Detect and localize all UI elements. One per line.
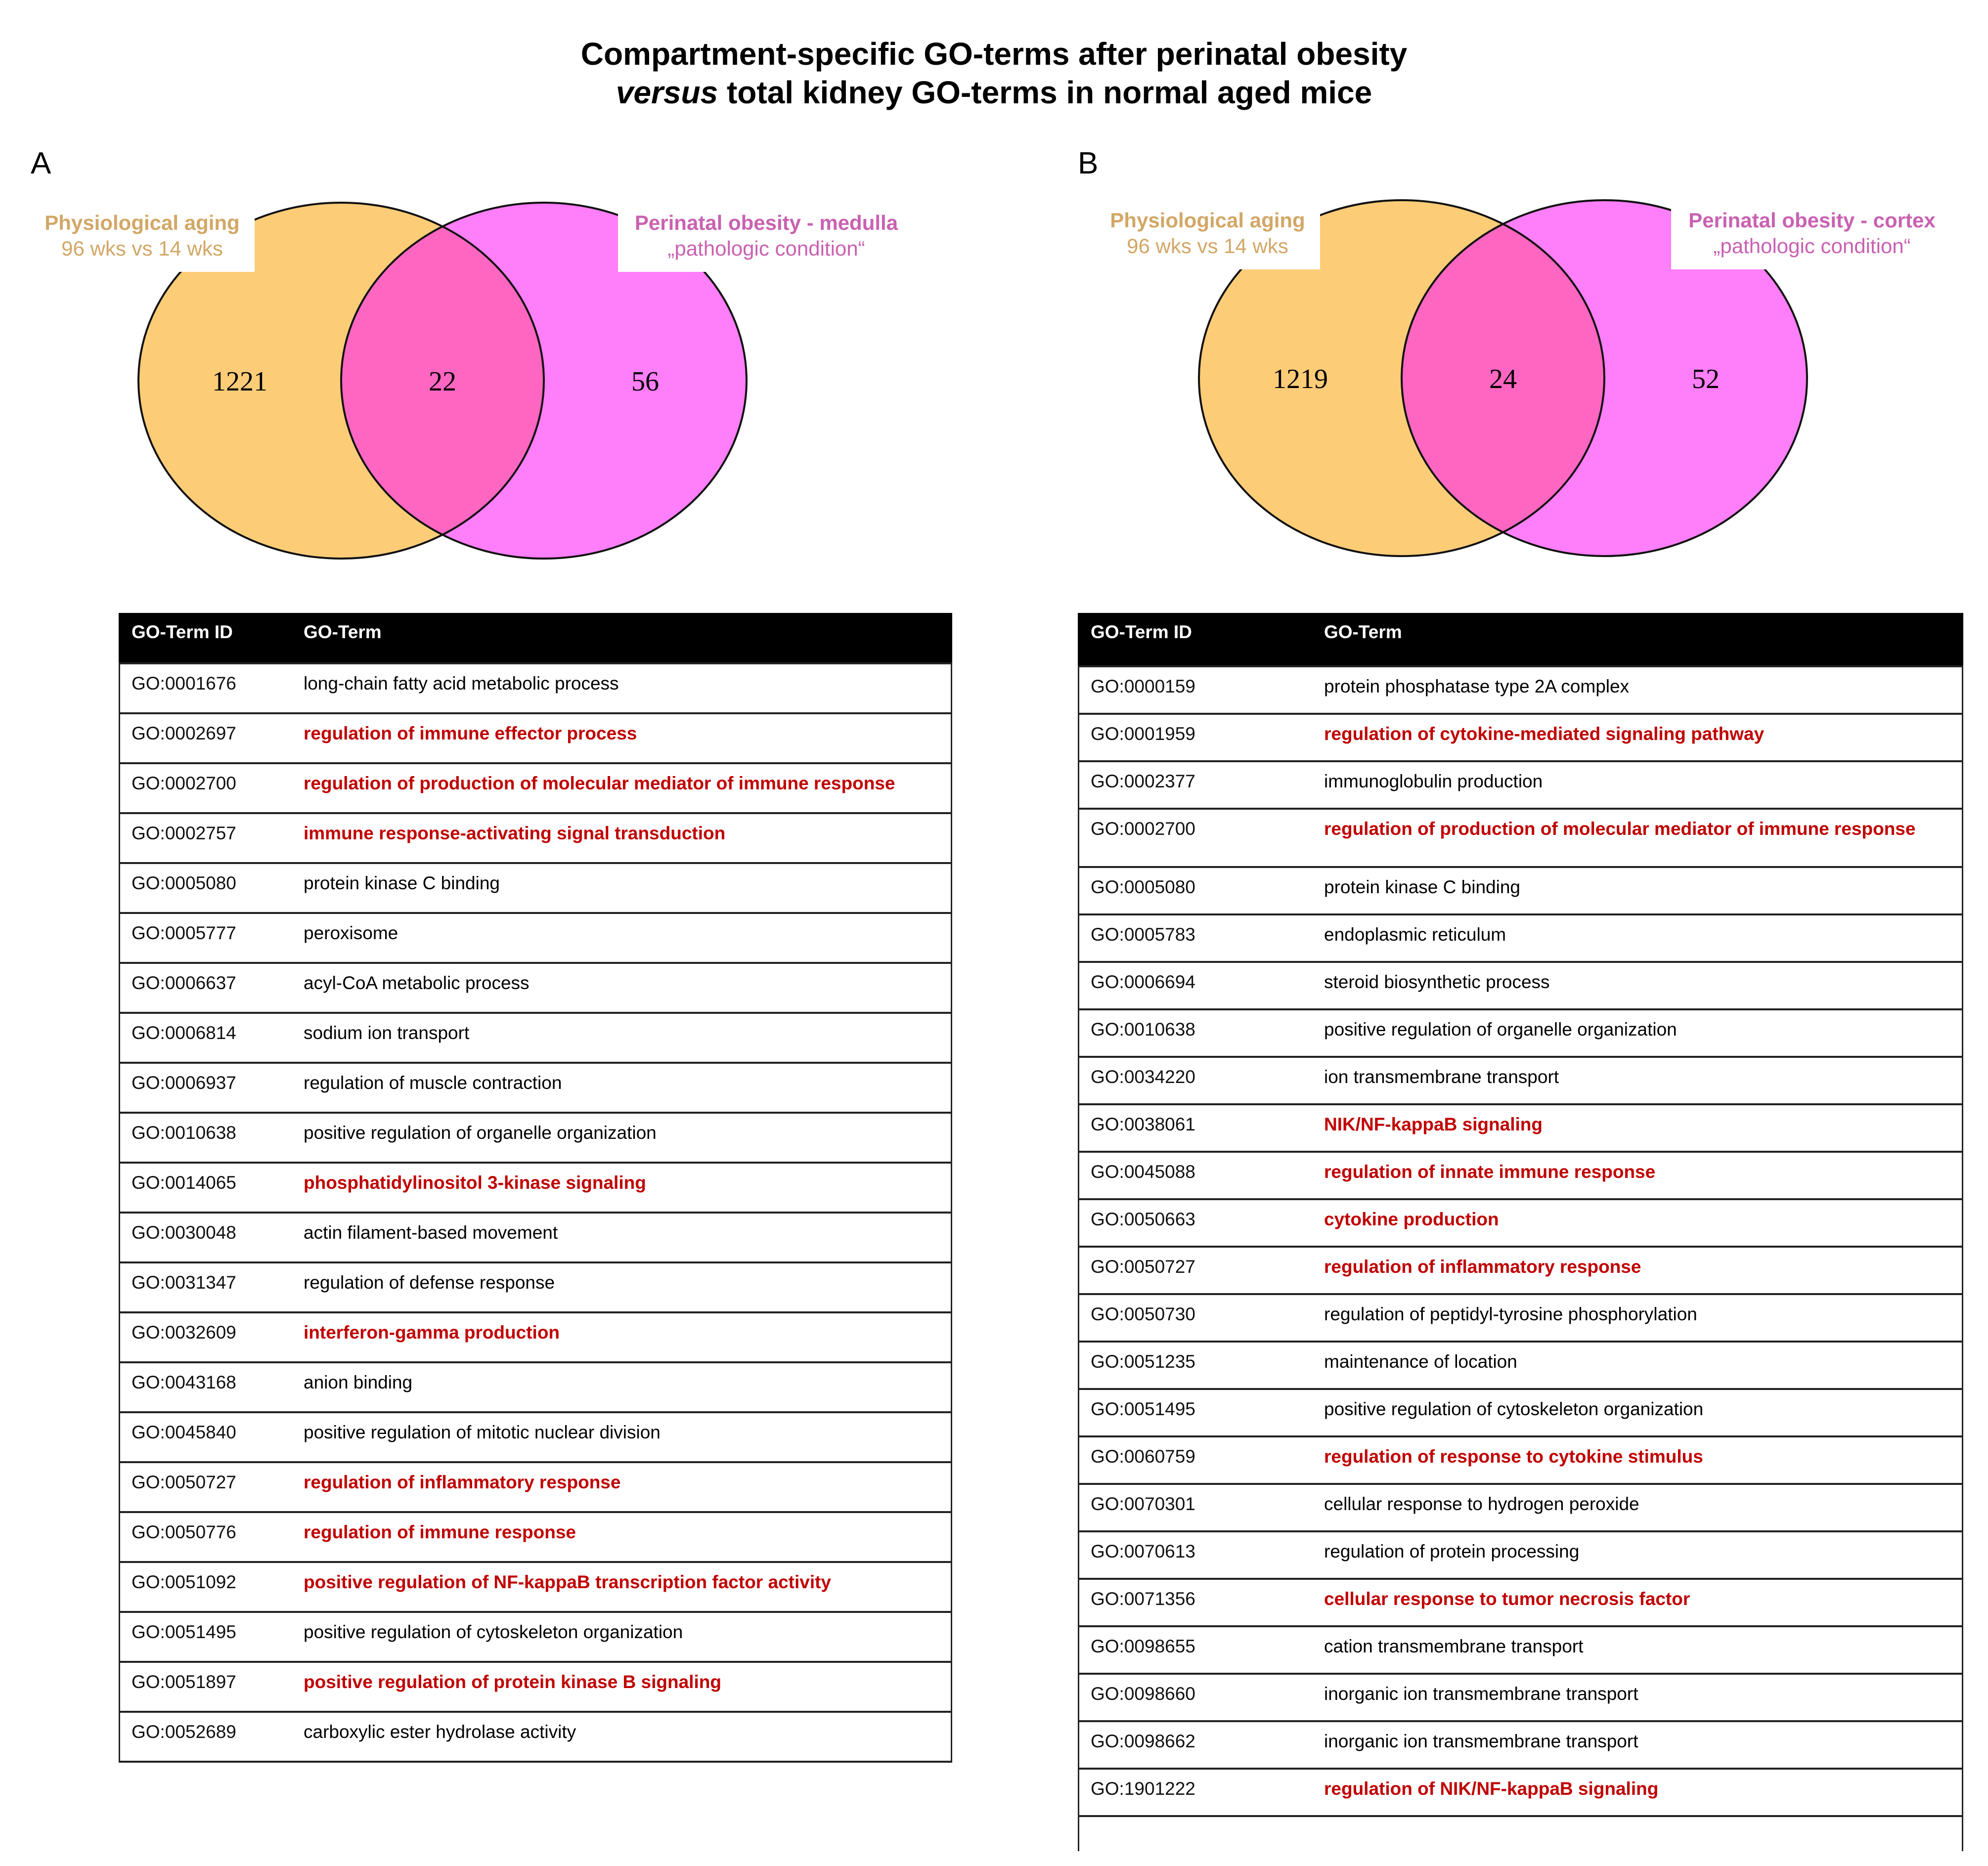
go-term: inorganic ion transmembrane transport bbox=[1311, 1721, 1963, 1769]
table-a-header bbox=[119, 613, 952, 663]
go-term: sodium ion transport bbox=[291, 1013, 952, 1063]
title-line-2-rest: total kidney GO-terms in normal aged mice bbox=[718, 75, 1372, 110]
go-term-highlighted: regulation of cytokine-mediated signaling pathway bbox=[1311, 714, 1963, 761]
go-term: peroxisome bbox=[291, 913, 952, 963]
venn-a-aging-count: 1221 bbox=[212, 366, 267, 397]
venn-b-obesity-label-title: Perinatal obesity - cortex bbox=[1688, 209, 1936, 232]
go-term-id: GO:0045088 bbox=[1078, 1152, 1311, 1199]
table-row bbox=[119, 1612, 952, 1662]
venn-a-obesity-label-sub: „pathologic condition“ bbox=[667, 237, 865, 260]
table-row bbox=[119, 1312, 952, 1362]
table-row bbox=[1078, 1721, 1963, 1769]
go-term-highlighted: regulation of immune response bbox=[291, 1512, 952, 1562]
go-term-id: GO:0071356 bbox=[1078, 1579, 1311, 1626]
table-row bbox=[1078, 1674, 1963, 1721]
table-row bbox=[119, 1013, 952, 1063]
table-row bbox=[119, 1462, 952, 1512]
go-term: protein kinase C binding bbox=[291, 863, 952, 913]
table-row bbox=[119, 1362, 952, 1412]
go-term-id: GO:0051092 bbox=[119, 1562, 291, 1612]
table-row bbox=[119, 913, 952, 963]
table-a-col-id: GO-Term ID bbox=[119, 613, 291, 663]
go-term-highlighted: cytokine production bbox=[1311, 1199, 1963, 1247]
go-term-id: GO:0051897 bbox=[119, 1662, 291, 1712]
table-row bbox=[1078, 962, 1963, 1009]
go-term-id: GO:0050663 bbox=[1078, 1199, 1311, 1247]
table-row bbox=[119, 713, 952, 763]
table-row bbox=[119, 1213, 952, 1262]
table-row bbox=[1078, 809, 1963, 867]
table-row bbox=[119, 963, 952, 1013]
go-term-id: GO:0006937 bbox=[119, 1063, 291, 1113]
go-term-highlighted: regulation of inflammatory response bbox=[1311, 1247, 1963, 1294]
go-term-id: GO:0010638 bbox=[119, 1113, 291, 1163]
venn-b-aging-label bbox=[1095, 208, 1320, 269]
venn-b-obesity-label-sub: „pathologic condition“ bbox=[1713, 234, 1911, 258]
venn-a-aging-label-sub: 96 wks vs 14 wks bbox=[61, 237, 223, 260]
table-row bbox=[1078, 1769, 1963, 1816]
go-term-id: GO:0005080 bbox=[1078, 867, 1311, 914]
go-term: cation transmembrane transport bbox=[1311, 1626, 1963, 1674]
table-row bbox=[1078, 1247, 1963, 1294]
venn-b-obesity-count: 52 bbox=[1692, 364, 1720, 394]
table-row bbox=[119, 1262, 952, 1312]
venn-b-obesity-label bbox=[1671, 208, 1953, 269]
go-term: immunoglobulin production bbox=[1311, 761, 1963, 809]
go-term-id: GO:0045840 bbox=[119, 1412, 291, 1462]
go-term-highlighted: regulation of response to cytokine stimulus bbox=[1311, 1436, 1963, 1484]
go-term-highlighted: positive regulation of protein kinase B signaling bbox=[291, 1662, 952, 1712]
go-term-id: GO:0051495 bbox=[1078, 1389, 1311, 1436]
table-row bbox=[1078, 914, 1963, 962]
go-term: protein phosphatase type 2A complex bbox=[1311, 666, 1963, 714]
go-term: anion binding bbox=[291, 1362, 952, 1412]
table-b-body bbox=[1078, 666, 1963, 1816]
go-term-id: GO:0060759 bbox=[1078, 1436, 1311, 1484]
go-term: endoplasmic reticulum bbox=[1311, 914, 1963, 962]
table-row bbox=[119, 813, 952, 863]
table-row bbox=[1078, 761, 1963, 809]
table-row bbox=[119, 763, 952, 813]
go-term-id: GO:0010638 bbox=[1078, 1009, 1311, 1057]
go-term: positive regulation of organelle organization bbox=[291, 1113, 952, 1163]
go-term-id: GO:0005777 bbox=[119, 913, 291, 963]
title-line-1: Compartment-specific GO-terms after perinatal obesity bbox=[580, 36, 1408, 72]
go-term-id: GO:0050727 bbox=[119, 1462, 291, 1512]
go-term: protein kinase C binding bbox=[1311, 867, 1963, 914]
go-term-highlighted: NIK/NF-kappaB signaling bbox=[1311, 1104, 1963, 1152]
venn-b-aging-count: 1219 bbox=[1273, 364, 1328, 394]
table-row bbox=[1078, 1484, 1963, 1531]
go-term-id: GO:0002377 bbox=[1078, 761, 1311, 809]
venn-b-aging-label-sub: 96 wks vs 14 wks bbox=[1127, 234, 1288, 258]
go-term: maintenance of location bbox=[1311, 1342, 1963, 1389]
table-row bbox=[1078, 1009, 1963, 1057]
go-term-highlighted: regulation of immune effector process bbox=[291, 713, 952, 763]
table-row bbox=[1078, 1104, 1963, 1152]
go-term: inorganic ion transmembrane transport bbox=[1311, 1674, 1963, 1721]
go-term: regulation of muscle contraction bbox=[291, 1063, 952, 1113]
go-term-id: GO:0031347 bbox=[119, 1262, 291, 1312]
go-term: positive regulation of cytoskeleton organization bbox=[1311, 1389, 1963, 1436]
go-table-a bbox=[119, 613, 952, 1763]
go-term-id: GO:0014065 bbox=[119, 1163, 291, 1213]
table-row bbox=[1078, 867, 1963, 914]
go-term-id: GO:0002700 bbox=[1078, 809, 1311, 867]
go-term: regulation of peptidyl-tyrosine phosphorylation bbox=[1311, 1294, 1963, 1342]
panel-letter-a: A bbox=[31, 146, 51, 180]
go-term-id: GO:0005080 bbox=[119, 863, 291, 913]
go-term: carboxylic ester hydrolase activity bbox=[291, 1712, 952, 1762]
go-term-id: GO:0030048 bbox=[119, 1213, 291, 1262]
go-term-id: GO:0001959 bbox=[1078, 714, 1311, 761]
go-term: positive regulation of mitotic nuclear division bbox=[291, 1412, 952, 1462]
table-row bbox=[1078, 1579, 1963, 1626]
table-row bbox=[119, 1712, 952, 1762]
venn-a-obesity-count: 56 bbox=[631, 366, 659, 397]
table-row bbox=[1078, 666, 1963, 714]
go-table-b bbox=[1078, 613, 1963, 1817]
go-term-id: GO:0098660 bbox=[1078, 1674, 1311, 1721]
venn-a-aging-label-title: Physiological aging bbox=[44, 211, 240, 234]
go-term-id: GO:0006637 bbox=[119, 963, 291, 1013]
go-term-id: GO:0038061 bbox=[1078, 1104, 1311, 1152]
table-row bbox=[1078, 1626, 1963, 1674]
go-term-highlighted: cellular response to tumor necrosis factor bbox=[1311, 1579, 1963, 1626]
go-term-highlighted: regulation of inflammatory response bbox=[291, 1462, 952, 1512]
go-term-id: GO:0050727 bbox=[1078, 1247, 1311, 1294]
venn-b-aging-label-title: Physiological aging bbox=[1110, 209, 1305, 232]
go-term-id: GO:0070613 bbox=[1078, 1531, 1311, 1579]
go-term: positive regulation of organelle organization bbox=[1311, 1009, 1963, 1057]
go-term-id: GO:0051495 bbox=[119, 1612, 291, 1662]
go-term-id: GO:0051235 bbox=[1078, 1342, 1311, 1389]
go-term-highlighted: positive regulation of NF-kappaB transcription factor activity bbox=[291, 1562, 952, 1612]
table-row bbox=[1078, 1294, 1963, 1342]
table-row bbox=[119, 663, 952, 713]
table-row bbox=[1078, 1057, 1963, 1104]
table-row bbox=[1078, 1152, 1963, 1199]
table-row bbox=[1078, 1389, 1963, 1436]
table-a-body bbox=[119, 663, 952, 1762]
go-term-highlighted: regulation of NIK/NF-kappaB signaling bbox=[1311, 1769, 1963, 1816]
go-term: steroid biosynthetic process bbox=[1311, 962, 1963, 1009]
go-term: actin filament-based movement bbox=[291, 1213, 952, 1262]
go-term-id: GO:0002700 bbox=[119, 763, 291, 813]
table-row bbox=[1078, 1531, 1963, 1579]
go-term-id: GO:0050776 bbox=[119, 1512, 291, 1562]
go-term-id: GO:0034220 bbox=[1078, 1057, 1311, 1104]
table-row bbox=[1078, 1199, 1963, 1247]
go-term: ion transmembrane transport bbox=[1311, 1057, 1963, 1104]
table-row bbox=[119, 1063, 952, 1113]
go-term: acyl-CoA metabolic process bbox=[291, 963, 952, 1013]
go-term-id: GO:0043168 bbox=[119, 1362, 291, 1412]
venn-a-aging-label bbox=[30, 210, 255, 272]
go-term-id: GO:0052689 bbox=[119, 1712, 291, 1762]
venn-a-overlap-count: 22 bbox=[429, 366, 456, 397]
go-term-id: GO:0002697 bbox=[119, 713, 291, 763]
go-term-highlighted: immune response-activating signal transduction bbox=[291, 813, 952, 863]
go-term: long-chain fatty acid metabolic process bbox=[291, 663, 952, 713]
venn-a-obesity-label-title: Perinatal obesity - medulla bbox=[634, 211, 898, 234]
table-row bbox=[1078, 1436, 1963, 1484]
go-term-id: GO:0098655 bbox=[1078, 1626, 1311, 1674]
go-term-id: GO:1901222 bbox=[1078, 1769, 1311, 1816]
table-row bbox=[119, 1113, 952, 1163]
table-row bbox=[119, 863, 952, 913]
go-term-highlighted: regulation of innate immune response bbox=[1311, 1152, 1963, 1199]
table-b-col-term: GO-Term bbox=[1311, 613, 1963, 666]
table-row bbox=[119, 1412, 952, 1462]
table-row bbox=[119, 1163, 952, 1213]
go-term-id: GO:0006694 bbox=[1078, 962, 1311, 1009]
go-term-id: GO:0006814 bbox=[119, 1013, 291, 1063]
table-b-col-id: GO-Term ID bbox=[1078, 613, 1311, 666]
table-row bbox=[119, 1562, 952, 1612]
go-term-id: GO:0070301 bbox=[1078, 1484, 1311, 1531]
go-term-highlighted: regulation of production of molecular mediator of immune response bbox=[291, 763, 952, 813]
go-term-id: GO:0000159 bbox=[1078, 666, 1311, 714]
go-term-id: GO:0005783 bbox=[1078, 914, 1311, 962]
go-term-id: GO:0032609 bbox=[119, 1312, 291, 1362]
go-term-id: GO:0098662 bbox=[1078, 1721, 1311, 1769]
go-term-highlighted: phosphatidylinositol 3-kinase signaling bbox=[291, 1163, 952, 1213]
go-term-highlighted: regulation of production of molecular mediator of immune response bbox=[1311, 809, 1963, 867]
go-term-highlighted: interferon-gamma production bbox=[291, 1312, 952, 1362]
go-term-id: GO:0050730 bbox=[1078, 1294, 1311, 1342]
go-term: regulation of protein processing bbox=[1311, 1531, 1963, 1579]
table-row bbox=[1078, 1342, 1963, 1389]
go-term-id: GO:0002757 bbox=[119, 813, 291, 863]
table-row bbox=[1078, 714, 1963, 761]
go-term: positive regulation of cytoskeleton organization bbox=[291, 1612, 952, 1662]
venn-b-overlap-count: 24 bbox=[1489, 364, 1517, 394]
panel-letter-b: B bbox=[1078, 146, 1099, 180]
table-a-col-term: GO-Term bbox=[291, 613, 952, 663]
title-versus: versus bbox=[616, 75, 718, 110]
go-term-id: GO:0001676 bbox=[119, 663, 291, 713]
table-b-header bbox=[1078, 613, 1963, 666]
venn-a-obesity-label bbox=[618, 210, 915, 272]
table-row bbox=[119, 1662, 952, 1712]
go-term: cellular response to hydrogen peroxide bbox=[1311, 1484, 1963, 1531]
table-row bbox=[119, 1512, 952, 1562]
go-term: regulation of defense response bbox=[291, 1262, 952, 1312]
venn-diagrams bbox=[0, 0, 1988, 593]
